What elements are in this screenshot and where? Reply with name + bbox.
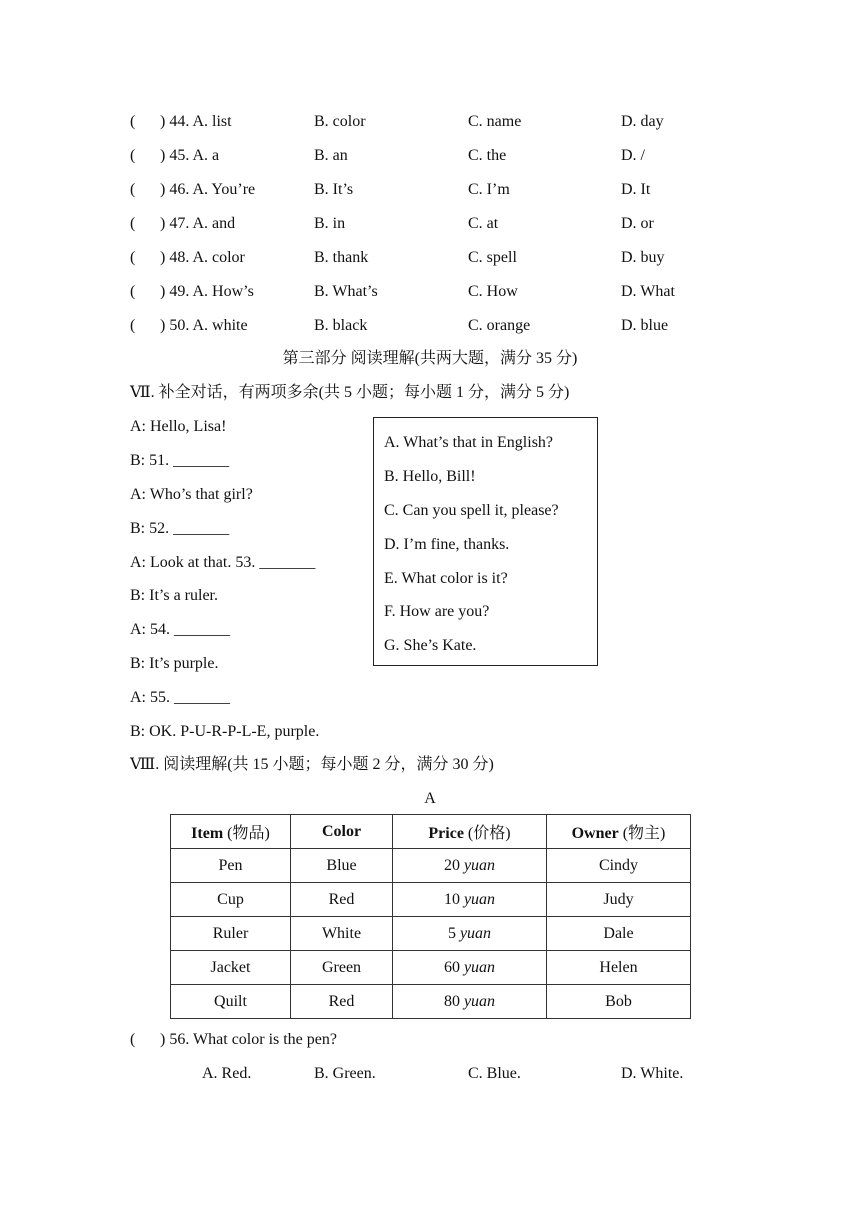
dialogue-line: B: It’s a ruler.	[130, 587, 218, 604]
dialogue-line-blank-51: B: 51. _______	[130, 452, 230, 469]
question-56	[0, 1030, 860, 1054]
mcq-item-50	[0, 316, 860, 340]
cell-color: Red	[291, 883, 393, 917]
option-b: B. What’s	[314, 283, 378, 300]
option-g: G. She’s Kate.	[384, 637, 477, 654]
table-row	[171, 917, 691, 951]
cell-item: Ruler	[171, 917, 291, 951]
mcq-item-48	[0, 248, 860, 272]
question-56-stem: ) 56. What color is the pen?	[160, 1031, 337, 1048]
cell-price: 20 yuan	[393, 849, 547, 883]
table-row	[171, 951, 691, 985]
header-item: Item (物品)	[171, 815, 291, 849]
cell-color: White	[291, 917, 393, 951]
cell-item: Pen	[171, 849, 291, 883]
passage-label: A	[424, 790, 436, 807]
dialogue-line-blank-53: A: Look at that. 53. _______	[130, 554, 316, 571]
option-d: D. or	[621, 215, 654, 232]
option-a: A. What’s that in English?	[384, 434, 554, 451]
option-d: D. /	[621, 147, 645, 164]
question-number-option-a: ) 46. A. You’re	[160, 181, 256, 198]
cell-color: Green	[291, 951, 393, 985]
mcq-item-47	[0, 214, 860, 238]
option-b: B. black	[314, 317, 368, 334]
question-number-option-a: ) 44. A. list	[160, 113, 232, 130]
answer-paren: (	[130, 283, 136, 300]
question-number-option-a: ) 49. A. How’s	[160, 283, 254, 300]
answer-paren: (	[130, 249, 136, 266]
options-box	[373, 417, 598, 666]
part3-title: 第三部分 阅读理解(共两大题，满分 35 分)	[282, 350, 578, 367]
option-c: C. at	[468, 215, 499, 232]
option-b: B. thank	[314, 249, 369, 266]
option-c: C. I’m	[468, 181, 510, 198]
header-price: Price (价格)	[393, 815, 547, 849]
question-56-options	[0, 1064, 860, 1088]
option-c: C. Can you spell it, please?	[384, 502, 559, 519]
option-d: D. day	[621, 113, 664, 130]
header-owner: Owner (物主)	[547, 815, 691, 849]
mcq-item-45	[0, 146, 860, 170]
cell-item: Cup	[171, 883, 291, 917]
option-c: C. the	[468, 147, 507, 164]
cell-price: 10 yuan	[393, 883, 547, 917]
question-number-option-a: ) 47. A. and	[160, 215, 236, 232]
option-c: C. orange	[468, 317, 531, 334]
cell-price: 60 yuan	[393, 951, 547, 985]
dialogue-line-blank-52: B: 52. _______	[130, 520, 230, 537]
cell-owner: Helen	[547, 951, 691, 985]
dialogue-line-blank-54: A: 54. _______	[130, 621, 230, 638]
question-number-option-a: ) 45. A. a	[160, 147, 220, 164]
items-table	[170, 814, 691, 1019]
cell-color: Blue	[291, 849, 393, 883]
option-d: D. I’m fine, thanks.	[384, 536, 510, 553]
cell-color: Red	[291, 985, 393, 1019]
section7-heading: Ⅶ. 补全对话，有两项多余(共 5 小题；每小题 1 分，满分 5 分)	[130, 384, 570, 401]
option-d: D. White.	[621, 1065, 684, 1082]
table-header-row	[171, 815, 691, 849]
option-c: C. spell	[468, 249, 517, 266]
cell-owner: Judy	[547, 883, 691, 917]
option-e: E. What color is it?	[384, 570, 508, 587]
dialogue-line: A: Who’s that girl?	[130, 486, 253, 503]
header-color: Color	[291, 815, 393, 849]
mcq-item-44	[0, 112, 860, 136]
option-d: D. blue	[621, 317, 669, 334]
mcq-item-46	[0, 180, 860, 204]
cell-item: Jacket	[171, 951, 291, 985]
option-b: B. It’s	[314, 181, 354, 198]
option-c: C. Blue.	[468, 1065, 521, 1082]
dialogue-line-blank-55: A: 55. _______	[130, 689, 230, 706]
option-b: B. an	[314, 147, 348, 164]
option-d: D. What	[621, 283, 675, 300]
answer-paren: (	[130, 147, 136, 164]
cell-owner: Cindy	[547, 849, 691, 883]
cell-item: Quilt	[171, 985, 291, 1019]
cell-owner: Bob	[547, 985, 691, 1019]
option-c: C. name	[468, 113, 522, 130]
option-a: A. Red.	[202, 1065, 252, 1082]
cell-price: 80 yuan	[393, 985, 547, 1019]
question-number-option-a: ) 48. A. color	[160, 249, 245, 266]
option-f: F. How are you?	[384, 603, 490, 620]
option-b: B. in	[314, 215, 346, 232]
question-number-option-a: ) 50. A. white	[160, 317, 248, 334]
answer-paren: (	[130, 181, 136, 198]
table-row	[171, 883, 691, 917]
option-d: D. buy	[621, 249, 665, 266]
dialogue-line: B: It’s purple.	[130, 655, 219, 672]
table-row	[171, 985, 691, 1019]
option-d: D. It	[621, 181, 651, 198]
option-b: B. color	[314, 113, 366, 130]
option-b: B. Green.	[314, 1065, 376, 1082]
answer-paren: (	[130, 215, 136, 232]
option-c: C. How	[468, 283, 518, 300]
section8-heading: Ⅷ. 阅读理解(共 15 小题；每小题 2 分，满分 30 分)	[130, 756, 494, 773]
answer-paren: (	[130, 113, 136, 130]
table-row	[171, 849, 691, 883]
cell-price: 5 yuan	[393, 917, 547, 951]
dialogue-line: B: OK. P-U-R-P-L-E, purple.	[130, 723, 320, 740]
option-b: B. Hello, Bill!	[384, 468, 476, 485]
dialogue-line: A: Hello, Lisa!	[130, 418, 227, 435]
answer-paren: (	[130, 317, 136, 334]
cell-owner: Dale	[547, 917, 691, 951]
answer-paren: (	[130, 1031, 136, 1048]
mcq-item-49	[0, 282, 860, 306]
